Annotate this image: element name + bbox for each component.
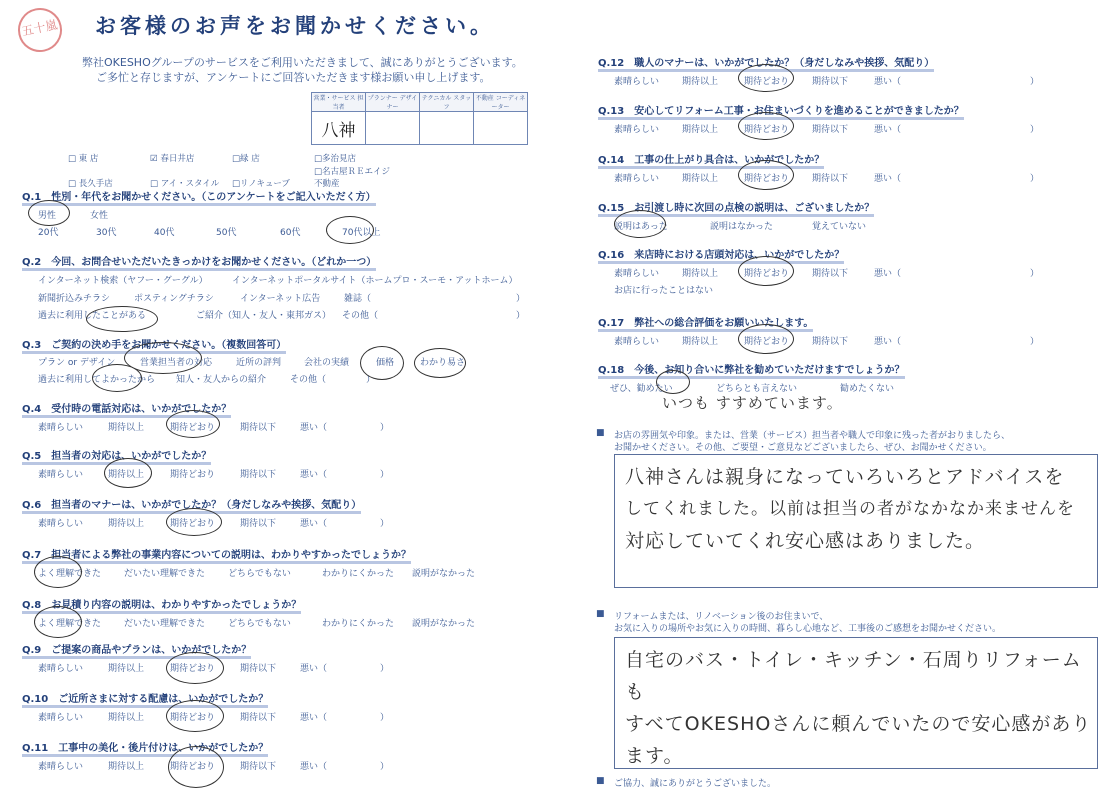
answer-option[interactable]: だいたい理解できた	[124, 569, 206, 579]
answer-option[interactable]: ）	[1030, 77, 1040, 87]
left-question-11	[22, 739, 268, 754]
answer-option[interactable]: どちらとも言えない	[716, 384, 798, 394]
answer-option[interactable]: 期待以下	[240, 423, 277, 433]
answer-circle-mark	[738, 112, 794, 140]
staff-table	[311, 92, 528, 145]
comment1-line-2: してくれました。以前は担当の者がなかなか来ませんを	[625, 499, 1075, 519]
answer-option[interactable]: 素晴らしい	[38, 664, 84, 674]
answer-circle-mark	[614, 210, 666, 238]
answer-option[interactable]: 会社の実績	[304, 358, 350, 368]
answer-circle-mark	[656, 370, 690, 394]
intro-line-2: ご多忙と存じますが、アンケートにご回答いただきます様お願い申し上げます。	[96, 71, 491, 84]
comment2-marker: ■	[596, 609, 605, 619]
question-text: Q.16 来店時における店頭対応は、いかがでしたか？	[598, 250, 844, 264]
comment1-marker: ■	[596, 428, 605, 438]
answer-option[interactable]: 素晴らしい	[38, 519, 84, 529]
answer-option[interactable]: お店に行ったことはない	[614, 286, 714, 296]
answer-circle-mark	[738, 160, 794, 190]
answer-option[interactable]: 期待どおり	[170, 762, 216, 772]
answer-option[interactable]: インターネット広告	[240, 294, 321, 304]
answer-option[interactable]: 悪い（	[300, 470, 328, 480]
answer-option[interactable]: 期待以上	[108, 470, 145, 480]
answer-circle-mark	[92, 364, 142, 392]
question-text: Q.5 担当者の対応は、いかがでしたか？	[22, 451, 211, 465]
answer-option[interactable]: 期待どおり	[170, 713, 216, 723]
answer-option[interactable]: インターネットポータルサイト（ホームプロ・スーモ・アットホーム）	[232, 276, 518, 286]
answer-option[interactable]: 素晴らしい	[38, 470, 84, 480]
store-checkbox[interactable]: □ アイ・スタイル	[150, 179, 220, 189]
answer-circle-mark	[28, 200, 70, 226]
answer-option[interactable]: ）	[1030, 337, 1040, 347]
answer-option[interactable]: 悪い（	[874, 174, 902, 184]
store-checkbox[interactable]: □ 長久手店	[68, 179, 113, 189]
store-checkbox[interactable]: □名古屋ＲＥエイジ不動産	[314, 167, 391, 189]
footer-marker: ■	[596, 776, 605, 786]
answer-option[interactable]: 説明がなかった	[412, 619, 476, 629]
question-text: Q.9 ご提案の商品やプランは、いかがでしたか？	[22, 645, 251, 659]
answer-option[interactable]: 期待以下	[812, 337, 849, 347]
answer-option[interactable]: 期待どおり	[744, 77, 790, 87]
page-title: お客様のお声をお聞かせください。	[95, 14, 495, 38]
question-text: Q.13 安心してリフォーム工事・お住まいづくりを進めることができましたか？	[598, 106, 964, 120]
answer-circle-mark	[738, 256, 794, 286]
question-text: Q.11 工事中の美化・後片付けは、いかがでしたか？	[22, 743, 268, 757]
answer-option[interactable]: 期待どおり	[744, 337, 790, 347]
answer-option[interactable]: 期待どおり	[744, 269, 790, 279]
answer-circle-mark	[166, 700, 224, 732]
left-question-9	[22, 641, 251, 656]
answer-option[interactable]: 期待どおり	[744, 174, 790, 184]
answer-option[interactable]: ）	[380, 664, 390, 674]
staff-header-planner: プランナー デザイナー	[366, 93, 420, 112]
answer-option[interactable]: ）	[1030, 174, 1040, 184]
answer-option[interactable]: 悪い（	[300, 519, 328, 529]
answer-option[interactable]: ）	[366, 375, 376, 385]
answer-option[interactable]: 期待以下	[812, 77, 849, 87]
answer-option[interactable]: 男性	[38, 211, 57, 221]
answer-option[interactable]: ご紹介（知人・友人・東邦ガス）	[196, 311, 332, 321]
answer-circle-mark	[34, 606, 82, 638]
answer-option[interactable]: ）	[516, 311, 526, 321]
answer-option[interactable]: だいたい理解できた	[124, 619, 206, 629]
answer-option[interactable]: 悪い（	[300, 423, 328, 433]
left-question-7	[22, 546, 411, 561]
answer-option[interactable]: 勧めたくない	[840, 384, 895, 394]
answer-option[interactable]: 期待以下	[240, 762, 277, 772]
answer-circle-mark	[738, 324, 794, 354]
left-question-1	[22, 188, 376, 203]
answer-circle-mark	[326, 216, 374, 244]
question-text: Q.2 今回、お問合せいただいたきっかけをお聞かせください。（どれか一つ）	[22, 257, 376, 271]
question-text: Q.15 お引渡し時に次回の点検の説明は、ございましたか？	[598, 203, 874, 217]
answer-option[interactable]: 期待以上	[108, 762, 145, 772]
answer-option[interactable]: 期待以上	[108, 519, 145, 529]
staff-value-planner	[366, 112, 420, 145]
right-question-3	[598, 151, 824, 166]
answer-option[interactable]: 女性	[90, 211, 109, 221]
q18-handwriting: いつも すすめています。	[662, 394, 843, 412]
answer-circle-mark	[104, 458, 152, 488]
answer-option[interactable]: 期待以上	[682, 125, 719, 135]
answer-option[interactable]: ）	[516, 294, 526, 304]
question-text: Q.3 ご契約の決め手をお聞かせください。（複数回答可）	[22, 340, 286, 354]
comment2-prompt-1: リフォームまたは、リノベーション後のお住まいで、	[614, 612, 829, 622]
answer-option[interactable]: ）	[380, 762, 390, 772]
answer-option[interactable]: 50代	[216, 228, 237, 238]
answer-option[interactable]: 過去に利用してよかったから	[38, 375, 156, 385]
answer-option[interactable]: 素晴らしい	[614, 125, 660, 135]
staff-header-technical: テクニカル スタッフ	[420, 93, 474, 112]
answer-option[interactable]: 期待以下	[812, 174, 849, 184]
answer-option[interactable]: ぜひ、勧めたい	[610, 384, 673, 394]
answer-option[interactable]: 素晴らしい	[614, 174, 660, 184]
question-text: Q.6 担当者のマナーは、いかがでしたか？（身だしなみや挨拶、気配り）	[22, 500, 361, 514]
answer-option[interactable]: 覚えていない	[812, 222, 867, 232]
question-text: Q.17 弊社への総合評価をお願いいたします。	[598, 318, 813, 332]
store-checkbox[interactable]: □多治見店	[314, 154, 357, 164]
answer-option[interactable]: 期待以下	[240, 664, 277, 674]
answer-option[interactable]: どちらでもない	[228, 569, 291, 579]
answer-option[interactable]: わかりにくかった	[322, 569, 395, 579]
answer-option[interactable]: 期待どおり	[170, 423, 216, 433]
comment2-box[interactable]	[614, 637, 1098, 769]
answer-option[interactable]: 悪い（	[300, 762, 328, 772]
question-text: Q.1 性別・年代をお聞かせください。（このアンケートをご記入いただく方）	[22, 192, 376, 206]
answer-option[interactable]: 20代	[38, 228, 59, 238]
question-text: Q.10 ご近所さまに対する配慮は、いかがでしたか？	[22, 694, 268, 708]
store-checkbox[interactable]: □ 東 店	[68, 154, 99, 164]
comment1-prompt-2: お聞かせください。その他、ご要望・ご意見などございましたら、ぜひ、お聞かせください。	[614, 443, 992, 453]
comment2-line-3: ます。	[625, 745, 684, 767]
answer-option[interactable]: 営業担当者の対応	[140, 358, 213, 368]
comment2-line-2: すべてOKESHOさんに頼んでいたので安心感があり	[625, 713, 1092, 735]
answer-option[interactable]: 新聞折込みチラシ	[38, 294, 111, 304]
answer-circle-mark	[168, 746, 224, 788]
store-row-1	[68, 152, 396, 164]
answer-option[interactable]: 期待以下	[812, 125, 849, 135]
answer-option[interactable]: 説明はなかった	[710, 222, 774, 232]
answer-option[interactable]: その他（	[290, 375, 327, 385]
answer-option[interactable]: 悪い（	[874, 77, 902, 87]
answer-option[interactable]: どちらでもない	[228, 619, 291, 629]
answer-option[interactable]: わかりにくかった	[322, 619, 395, 629]
inspection-stamp: 五十嵐	[14, 4, 66, 56]
staff-header-realestate: 不動産 コーディネーター	[474, 93, 528, 112]
answer-option[interactable]: 説明がなかった	[412, 569, 476, 579]
footer-thanks: ご協力、誠にありがとうございました。	[614, 779, 777, 789]
staff-value-technical	[420, 112, 474, 145]
comment1-line-1: 八神さんは親身になっていろいろとアドバイスを	[625, 466, 1065, 488]
comment1-prompt-1: お店の雰囲気や印象。または、営業（サービス）担当者や職人で印象に残った者がおりましたら、	[614, 431, 1011, 441]
staff-value-realestate	[474, 112, 528, 145]
answer-option[interactable]: 素晴らしい	[614, 269, 660, 279]
answer-option[interactable]: ）	[1030, 125, 1040, 135]
left-question-10	[22, 690, 268, 705]
answer-option[interactable]: 期待以上	[108, 664, 145, 674]
answer-option[interactable]: プラン or デザイン	[38, 358, 116, 368]
answer-option[interactable]: 期待以上	[108, 713, 145, 723]
answer-option[interactable]: ）	[380, 713, 390, 723]
comment2-line-1: 自宅のバス・トイレ・キッチン・石周りリフォームも	[625, 649, 1082, 703]
answer-option[interactable]: 60代	[280, 228, 301, 238]
store-checkbox[interactable]: □リノキューブ	[232, 179, 290, 189]
answer-option[interactable]: わかり易さ	[420, 358, 466, 368]
intro-line-1: 弊社OKESHOグループのサービスをご利用いただきまして、誠にありがとうございます。	[82, 56, 523, 69]
answer-option[interactable]: 期待以上	[682, 77, 719, 87]
answer-option[interactable]: 悪い（	[874, 337, 902, 347]
answer-option[interactable]: よく理解できた	[38, 619, 102, 629]
answer-option[interactable]: よく理解できた	[38, 569, 102, 579]
answer-option[interactable]: 悪い（	[300, 713, 328, 723]
answer-option[interactable]: 価格	[376, 358, 395, 368]
comment1-line-3: 対応していてくれ安心感はありました。	[625, 530, 986, 552]
question-text: Q.4 受付時の電話対応は、いかがでしたか？	[22, 404, 231, 418]
answer-option[interactable]: 期待以上	[682, 337, 719, 347]
answer-option[interactable]: 期待どおり	[744, 125, 790, 135]
answer-option[interactable]: 期待以下	[240, 713, 277, 723]
answer-circle-mark	[34, 556, 82, 588]
answer-option[interactable]: 素晴らしい	[614, 337, 660, 347]
answer-circle-mark	[360, 346, 404, 380]
answer-option[interactable]: ポスティングチラシ	[134, 294, 214, 304]
right-question-7	[598, 361, 905, 376]
question-text: Q.7 担当者による弊社の事業内容についての説明は、わかりやすかったでしょうか？	[22, 550, 411, 564]
answer-option[interactable]: 期待どおり	[170, 519, 216, 529]
store-checkbox[interactable]: □緑 店	[232, 154, 260, 164]
answer-option[interactable]: 期待以下	[812, 269, 849, 279]
answer-option[interactable]: 素晴らしい	[38, 423, 84, 433]
answer-option[interactable]: 期待以上	[682, 174, 719, 184]
answer-option[interactable]: インターネット検索（ヤフー・グーグル）	[38, 276, 208, 286]
answer-circle-mark	[166, 652, 224, 684]
answer-option[interactable]: 40代	[154, 228, 175, 238]
comment2-prompt-2: お気に入りの場所やお気に入りの時間、暮らし心地など、工事後のご感想をお聞かせください。	[614, 624, 1002, 634]
answer-option[interactable]: その他（	[342, 311, 379, 321]
answer-option[interactable]: ）	[380, 519, 390, 529]
answer-option[interactable]: 悪い（	[874, 125, 902, 135]
answer-circle-mark	[166, 410, 220, 438]
store-row-2	[68, 165, 396, 189]
answer-option[interactable]: 期待以下	[240, 470, 277, 480]
answer-circle-mark	[86, 306, 158, 332]
answer-option[interactable]: 期待以上	[108, 423, 145, 433]
answer-option[interactable]: ）	[380, 470, 390, 480]
answer-option[interactable]: ）	[380, 423, 390, 433]
answer-option[interactable]: 期待どおり	[170, 470, 216, 480]
answer-option[interactable]: 悪い（	[300, 664, 328, 674]
answer-option[interactable]: 30代	[96, 228, 117, 238]
answer-option[interactable]: 素晴らしい	[38, 762, 84, 772]
store-checkbox[interactable]: ☑ 春日井店	[150, 154, 195, 164]
answer-option[interactable]: 雑誌（	[344, 294, 372, 304]
answer-option[interactable]: 過去に利用したことがある	[38, 311, 147, 321]
answer-option[interactable]: 近所の評判	[236, 358, 282, 368]
question-text: Q.18 今後、お知り合いに弊社を勧めていただけますでしょうか？	[598, 365, 905, 379]
answer-option[interactable]: 説明はあった	[614, 222, 668, 232]
question-text: Q.12 職人のマナーは、いかがでしたか？（身だしなみや挨拶、気配り）	[598, 58, 934, 72]
answer-option[interactable]: 期待どおり	[170, 664, 216, 674]
answer-option[interactable]: 知人・友人からの紹介	[176, 375, 267, 385]
answer-circle-mark	[166, 508, 222, 536]
staff-header-sales: 営業・サービス 担当者	[312, 93, 366, 112]
right-question-5	[598, 246, 844, 261]
question-text: Q.8 お見積り内容の説明は、わかりやすかったでしょうか？	[22, 600, 301, 614]
comment1-box[interactable]	[614, 454, 1098, 588]
answer-circle-mark	[414, 348, 466, 378]
answer-option[interactable]: 素晴らしい	[614, 77, 660, 87]
question-text: Q.14 工事の仕上がり具合は、いかがでしたか？	[598, 155, 824, 169]
answer-option[interactable]: 期待以上	[682, 269, 719, 279]
answer-circle-mark	[738, 64, 794, 92]
answer-option[interactable]: 70代以上	[342, 228, 381, 238]
answer-option[interactable]: 素晴らしい	[38, 713, 84, 723]
answer-option[interactable]: ）	[1030, 269, 1040, 279]
answer-option[interactable]: 期待以下	[240, 519, 277, 529]
answer-option[interactable]: 悪い（	[874, 269, 902, 279]
staff-value-sales: 八神	[312, 112, 366, 145]
left-question-2	[22, 253, 376, 268]
